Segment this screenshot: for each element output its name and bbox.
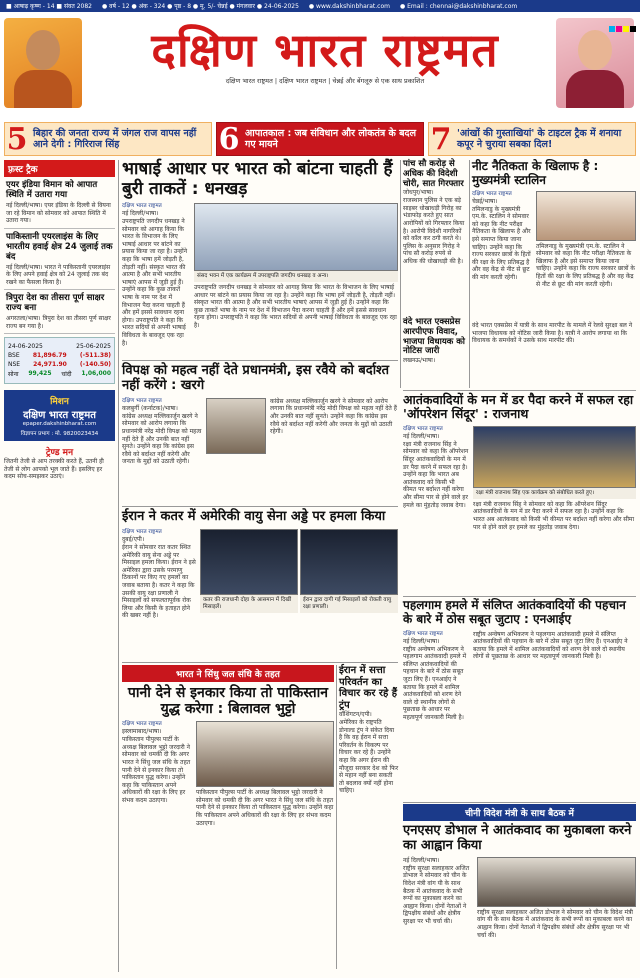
vande-headline-block[interactable] (403, 318, 467, 388)
top-info-strip (0, 0, 640, 12)
neet-body: तमिलनाडु के मुख्यमंत्री एम.के. स्टालिन ने सोमवार को कहा कि नीट परीक्षा नैतिकता के खिलाफ है और इसे समाप्त किया जाना चाहिए। उन्होंने कहा कि राज्य सरकार छात्रों के हितों की रक्षा के लिए प्रतिबद्ध है और वह केंद्र से नीट से छूट की मांग करती रहेगी। (472, 205, 531, 281)
bhutto-story[interactable] (122, 665, 334, 969)
vande-body: वंदे भारत एक्सप्रेस में यात्री के साथ मारपीट के मामले में रेलवे सुरक्षा बल ने भाजपा विधायक को नोटिस जारी किया है। यात्री ने आरोप लगाया था कि विधायक के समर्थकों ने उसके साथ मारपीट की। (472, 322, 633, 345)
teaser-3[interactable] (428, 122, 636, 156)
kharge-story[interactable] (122, 364, 398, 504)
doval-body: राष्ट्रीय सुरक्षा सलाहकार अजित डोभाल ने सोमवार को चीन के विदेश मंत्री वांग यी के साथ बैठक में आतंकवाद के सभी रूपों का मुकाबला करने का आह्वान किया। दोनों नेताओं ने द्विपक्षीय संबंधों और क्षेत्रीय सुरक्षा पर भी चर्चा की। (403, 864, 470, 926)
column-divider (336, 665, 337, 969)
masthead (0, 12, 640, 122)
kharge-photo (206, 398, 266, 454)
teaser-text: आपातकाल : जब संविधान और लोकतंत्र के बदल गए मायने (245, 128, 417, 150)
trend-title: ट्रेण्ड मन (45, 448, 74, 458)
bhutto-headline: पानी देने से इनकार किया तो पाकिस्तान युद्ध करेगा : बिलावल भुट्टो (127, 685, 329, 718)
iran-body: ईरान ने सोमवार रात कतर स्थित अमेरिकी वायु सेना अड्डे पर मिसाइल हमला किया। ईरान ने इसे अमेरिका द्वारा उसके परमाणु ठिकानों पर किए गए हमलों का जवाब बताया है। कतर ने कहा कि उसकी वायु रक्षा प्रणाली ने मिसाइलों को सफलतापूर्वक रोक लिया और किसी के हताहत होने की खबर नहीं है। (122, 543, 196, 620)
kharge-headline: विपक्ष को महत्व नहीं देते प्रधानमंत्री, इस रवैये को बर्दाश्त नहीं करेंगे : खरगे (122, 363, 389, 393)
lead-body: उपराष्ट्रपति जगदीप धनखड़ ने सोमवार को आगाह किया कि भारत के विभाजन के लिए भाषाई आधार पर बांटने का प्रयास किया जा रहा है। उन्होंने कहा कि भाषा हमें जोड़ती है, तोड़ती नहीं। संस्कृत भारत की आत्मा है और सभी भारतीय भाषाएं आपस में जुड़ी हुई हैं। उन्होंने कहा कि कुछ ताकतें भाषा के नाम पर देश में विभाजन पैदा करना चाहती हैं और हमें इससे सावधान रहना होगा। उपराष्ट्रपति ने कहा कि भारत सदियों से अपनी भाषाई विविधता के बावजूद एक रहा है। (194, 284, 397, 330)
vande-headline: वंदे भारत एक्सप्रेस आरपीएफ विवाद, भाजपा विधायक को नोटिस जारी (403, 317, 465, 357)
vande-bharat-story-body[interactable] (472, 322, 636, 388)
brief-body: नई दिल्ली/भाषा। भारत ने पाकिस्तानी एयरलाइंस के लिए अपने हवाई क्षेत्र को 24 जुलाई तक बंद रखने का फैसला किया है। (6, 263, 111, 286)
brief-title: त्रिपुरा देश का तीसरा पूर्ण साक्षर राज्य बना (6, 293, 105, 313)
briefs-header: फ़्रस्ट ट्रैक (4, 160, 115, 177)
dateline: नई दिल्ली/भाषा। (122, 210, 159, 218)
dateline: इस्लामाबाद/भाषा। (122, 728, 162, 736)
trend-box (4, 445, 115, 481)
rajnath-body: रक्षा मंत्री राजनाथ सिंह ने सोमवार को कहा कि ऑपरेशन सिंदूर आतंकवादियों के मन में डर पैदा करने में सफल रहा है। उन्होंने कहा कि भारत अब आतंकवाद को किसी भी कीमत पर बर्दाश्त नहीं करेगा और सीमा पार से होने वाले हर हमले का मुंहतोड़ जवाब देगा। (403, 440, 469, 509)
teaser-1[interactable] (4, 122, 212, 156)
lead-story[interactable] (122, 160, 398, 356)
nifty-value: 24,971.90 (33, 361, 67, 368)
promo-title: दक्षिण भारत राष्ट्रमत (23, 410, 96, 421)
pahalgam-body-cont: राष्ट्रीय अन्वेषण अभिकरण ने पहलगाम आतंकवादी हमले में संलिप्त आतंकवादियों की पहचान के बारे में ठोस सबूत जुटा लिए हैं। एनआईए ने बताया कि हमले में शामिल आतंकवादियों को शरण देने वाले दो स्थानीय लोगों से पूछताछ के आधार पर महत्वपूर्ण जानकारी मिली है। (473, 630, 628, 661)
doval-photo (477, 857, 636, 907)
brief-body: अगरतला/भाषा। त्रिपुरा देश का तीसरा पूर्ण साक्षर राज्य बन गया है। (6, 315, 111, 330)
dateline: जोधपुर/भाषा। (403, 189, 434, 197)
iran-headline: ईरान ने कतर में अमेरिकी वायु सेना अड्डे पर हमला किया (122, 509, 386, 524)
gold-value: 99,425 (28, 370, 52, 377)
trend-body: जितनी तेजी से आप तरक्की करते हैं, उतनी ही तेजी से लोग आपको भूल जाते हैं। इसलिए हर कदम सोच-समझकर उठाएं। (4, 458, 104, 480)
source-label: दक्षिण भारत राष्ट्रमत (122, 397, 162, 404)
source-label: दक्षिण भारत राष्ट्रमत (122, 721, 162, 728)
neet-story[interactable] (472, 160, 636, 320)
doval-kicker: चीनी विदेश मंत्री के साथ बैठक में (403, 804, 636, 821)
doval-body-cont: राष्ट्रीय सुरक्षा सलाहकार अजित डोभाल ने सोमवार को चीन के विदेश मंत्री वांग यी के साथ बैठक में आतंकवाद के सभी रूपों का मुकाबला करने का आह्वान किया। दोनों नेताओं ने द्विपक्षीय संबंधों और क्षेत्रीय सुरक्षा पर भी चर्चा की। (477, 908, 633, 939)
column-divider (469, 160, 470, 388)
iran-regime-headline: ईरान में सत्ता परिवर्तन का विचार कर रहे हैं ट्रंप (339, 665, 398, 711)
dateline: नई दिल्ली/भाषा। (403, 637, 440, 645)
left-column (4, 160, 115, 974)
lead-headline: भाषाई आधार पर भारत को बांटना चाहती हैं बुरी ताकतें : धनखड़ (122, 159, 393, 199)
sensex-value: 81,896.79 (32, 352, 67, 359)
rajnath-caption: रक्षा मंत्री राजनाथ सिंह एक कार्यक्रम को संबोधित करते हुए। (473, 488, 636, 499)
market-date: 24-06-2025 (8, 343, 43, 350)
brief-item[interactable] (4, 229, 115, 291)
market-box (4, 337, 115, 384)
teaser-page-number: 7 (430, 121, 452, 157)
neet-body-cont: तमिलनाडु के मुख्यमंत्री एम.के. स्टालिन ने सोमवार को कहा कि नीट परीक्षा नैतिकता के खिलाफ है और इसे समाप्त किया जाना चाहिए। उन्होंने कहा कि राज्य सरकार छात्रों के हितों की रक्षा के लिए प्रतिबद्ध है और वह केंद्र से नीट से छूट की मांग करती रहेगी। (536, 242, 635, 288)
email-link[interactable]: ● Email : chennai@dakshinbharat.com (400, 2, 518, 10)
dateline: चेन्नई/भाषा। (472, 197, 498, 205)
pahalgam-headline: पहलगाम हमले में संलिप्त आतंकवादियों की पहचान के बारे में ठोस सबूत जुटाए : एनआईए (403, 598, 626, 626)
iran-regime-body: अमेरिका के राष्ट्रपति डोनाल्ड ट्रंप ने संकेत दिया है कि वह ईरान में सत्ता परिवर्तन के विकल्प पर विचार कर रहे हैं। उन्होंने कहा कि अगर ईरान की मौजूदा सरकार देश को फिर से महान नहीं बना सकती तो बदलाव क्यों नहीं होना चाहिए। (339, 719, 399, 795)
kharge-body-cont: कांग्रेस अध्यक्ष मल्लिकार्जुन खरगे ने सोमवार को आरोप लगाया कि प्रधानमंत्री नरेंद्र मोदी विपक्ष को महत्व नहीं देते हैं और उनकी बात नहीं सुनते। उन्होंने कहा कि कांग्रेस इस रवैये को बर्दाश्त नहीं करेगी और जनता के मुद्दों को उठाती रहेगी। (270, 397, 397, 436)
iran-qatar-story[interactable] (122, 510, 398, 660)
promo-contact: विज्ञापन प्रभाग : मो. 9820023434 (20, 431, 99, 437)
lead-caption: संसद भवन में एक कार्यक्रम में उपराष्ट्रपति जगदीप धनखड़ व अन्य। (194, 271, 398, 282)
epaper-promo[interactable] (4, 390, 115, 441)
teaser-strip (0, 122, 640, 156)
dateline: नई दिल्ली/भाषा। (403, 432, 440, 440)
lead-body-start: उपराष्ट्रपति जगदीप धनखड़ ने सोमवार को आगाह किया कि भारत के विभाजन के लिए भाषाई आधार पर बांटने का प्रयास किया जा रहा है। उन्होंने कहा कि भाषा हमें जोड़ती है, तोड़ती नहीं। संस्कृत भारत की आत्मा है और सभी भारतीय भाषाएं आपस में जुड़ी हुई हैं। उन्होंने कहा कि कुछ ताकतें भाषा के नाम पर देश में विभाजन पैदा करना चाहती हैं और हमें इससे सावधान रहना होगा। उपराष्ट्रपति ने कहा कि भारत सदियों से अपनी भाषाई विविधता के बावजूद एक रहा है। (122, 218, 188, 347)
dateline: नई दिल्ली/भाषा। (403, 856, 440, 864)
rajnath-photo (473, 426, 636, 488)
dateline: कलबुर्गी (कर्नाटक)/भाषा। (122, 404, 178, 412)
bhutto-kicker: भारत ने सिंधु जल संधि के तहत (122, 665, 334, 682)
theft-body: राजस्थान पुलिस ने एक बड़े साइबर धोखाधड़ी गिरोह का भंडाफोड़ करते हुए सात आरोपियों को गिरफ्तार किया है। आरोपी विदेशी नागरिकों को कॉल कर ठगी करते थे। पुलिस के अनुसार गिरोह ने पांच सौ करोड़ रुपये से अधिक की धोखाधड़ी की है। (403, 197, 465, 266)
row-divider (403, 596, 636, 597)
sensex-change: (-511.38) (79, 352, 111, 359)
teaser-page-number: 6 (218, 121, 240, 157)
silver-label: चांदी (61, 371, 72, 378)
brief-body: नई दिल्ली/भाषा। एयर इंडिया के दिल्ली से वियना जा रहे विमान को सोमवार को आपात स्थिति में उतारा गया। (6, 202, 111, 224)
teaser-text: बिहार की जनता राज्य में जंगल राज वापस नहीं आने देगी : गिरिराज सिंह (33, 128, 197, 150)
issue-info: ● वर्ष - 12 ● अंक - 324 ● पृष्ठ - 8 ● मू. 5/- चेन्नई ● मंगलवार ● 24-06-2025 (101, 3, 299, 10)
sensex-label: BSE (8, 352, 20, 359)
photo-caption: ईरान द्वारा दागी गई मिसाइलों को रोकती वायु रक्षा प्रणाली। (300, 595, 398, 613)
hindu-calendar-date: ■ आषाढ़ कृष्ण - 14 ■ संवत 2082 (6, 3, 92, 10)
promo-url: epaper.dakshinbharat.com (22, 421, 97, 427)
row-divider (122, 506, 398, 507)
brief-title: एयर इंडिया विमान को आपात स्थिति में उतारा गया (6, 180, 98, 200)
gold-label: सोना (8, 371, 19, 378)
tagline: दक्षिण भारत राष्ट्रमत | दक्षिण भारत राष्ट्रमत | चेन्नई और बेंगलूरु से एक साथ प्रकाशित (225, 77, 425, 85)
pahalgam-story[interactable] (403, 599, 636, 799)
source-label: दक्षिण भारत राष्ट्रमत (403, 425, 443, 432)
lead-photo (194, 203, 398, 271)
rajnath-body-cont: रक्षा मंत्री राजनाथ सिंह ने सोमवार को कहा कि ऑपरेशन सिंदूर आतंकवादियों के मन में डर पैदा करने में सफल रहा है। उन्होंने कहा कि भारत अब आतंकवाद को किसी भी कीमत पर बर्दाश्त नहीं करेगा और सीमा पार से होने वाले हर हमले का मुंहतोड़ जवाब देगा। (473, 500, 635, 531)
column-divider (118, 160, 119, 972)
doval-story[interactable] (403, 804, 636, 970)
source-label: दक्षिण भारत राष्ट्रमत (122, 203, 162, 210)
teaser-2[interactable] (216, 122, 424, 156)
kharge-body: कांग्रेस अध्यक्ष मल्लिकार्जुन खरगे ने सोमवार को आरोप लगाया कि प्रधानमंत्री नरेंद्र मोदी विपक्ष को महत्व नहीं देते हैं और उनकी बात नहीं सुनते। उन्होंने कहा कि कांग्रेस इस रवैये को बर्दाश्त नहीं करेगी और जनता के मुद्दों को उठाती रहेगी। (122, 412, 202, 466)
missile-photo-1 (200, 529, 298, 595)
iran-regime-story[interactable] (339, 665, 399, 969)
teaser-text: 'आंखों की गुस्ताखियां' के टाइटल ट्रैक में शनाया कपूर ने चुराया सबका दिल! (457, 128, 622, 150)
brief-item[interactable] (4, 290, 115, 334)
rajnath-story[interactable] (403, 393, 636, 593)
source-label: दक्षिण भारत राष्ट्रमत (122, 528, 162, 535)
theft-headline: पांच सौ करोड़ से अधिक की विदेशी चोरी, सात गिरफ्तार (403, 159, 464, 189)
teaser-page-number: 5 (6, 121, 28, 157)
photo-caption: कतर की राजधानी दोहा के आसमान में दिखीं मिसाइलें। (200, 595, 298, 613)
bhutto-body-cont: पाकिस्तान पीपुल्स पार्टी के अध्यक्ष बिलावल भुट्टो जरदारी ने सोमवार को धमकी दी कि अगर भारत ने सिंधु जल संधि के तहत पानी देने से इनकार किया तो पाकिस्तान युद्ध करेगा। उन्होंने कहा कि पाकिस्तान अपने अधिकारों की रक्षा के लिए हर संभव कदम उठाएगा। (196, 789, 334, 827)
doval-headline: एनएसए डोभाल ने आतंकवाद का मुकाबला करने का आह्वान किया (403, 823, 632, 853)
politician-portrait (4, 18, 82, 108)
row-divider (122, 360, 398, 361)
dateline: लखनऊ/भाषा। (403, 357, 436, 365)
nifty-label: NSE (8, 361, 21, 368)
website-link[interactable]: ● www.dakshinbharat.com (308, 2, 390, 10)
dateline: दुबई/एपी। (122, 535, 145, 543)
color-registration-marks (609, 26, 636, 32)
row-divider (403, 802, 636, 803)
source-label: दक्षिण भारत राष्ट्रमत (472, 190, 512, 197)
silver-value: 1,06,000 (81, 370, 111, 377)
promo-mission: मिशन (50, 397, 69, 407)
row-divider (403, 390, 636, 391)
missile-photo-2 (300, 529, 398, 595)
rajnath-headline: आतंकवादियों के मन में डर पैदा करने में सफल रहा 'ऑपरेशन सिंदूर' : राजनाथ (403, 392, 634, 422)
bhutto-body: पाकिस्तान पीपुल्स पार्टी के अध्यक्ष बिलावल भुट्टो जरदारी ने सोमवार को धमकी दी कि अगर भारत ने सिंधु जल संधि के तहत पानी देने से इनकार किया तो पाकिस्तान युद्ध करेगा। उन्होंने कहा कि पाकिस्तान अपने अधिकारों की रक्षा के लिए हर संभव कदम उठाएगा। (122, 736, 191, 804)
dateline: वॉशिंगटन/एपी। (339, 711, 372, 718)
neet-headline: नीट नैतिकता के खिलाफ है : मुख्यमंत्री स्टालिन (472, 159, 599, 187)
bhutto-photo (196, 721, 334, 787)
row-divider (122, 662, 398, 663)
pahalgam-body: राष्ट्रीय अन्वेषण अभिकरण ने पहलगाम आतंकवादी हमले में संलिप्त आतंकवादियों की पहचान के बारे में ठोस सबूत जुटा लिए हैं। एनआईए ने बताया कि हमले में शामिल आतंकवादियों को शरण देने वाले दो स्थानीय लोगों से पूछताछ के आधार पर महत्वपूर्ण जानकारी मिली है। (403, 645, 467, 721)
brief-item[interactable] (4, 177, 115, 229)
market-date: 25-06-2025 (76, 343, 111, 350)
newspaper-logo: दक्षिण भारत राष्ट्रमत (151, 23, 499, 77)
nifty-change: (-140.50) (79, 361, 111, 368)
brief-title: पाकिस्तानी एयरलाइंस के लिए भारतीय हवाई क्षेत्र 24 जुलाई तक बंद (6, 231, 113, 262)
source-label: दक्षिण भारत राष्ट्रमत (403, 630, 443, 637)
column-divider (400, 160, 401, 388)
stalin-photo (536, 191, 636, 241)
